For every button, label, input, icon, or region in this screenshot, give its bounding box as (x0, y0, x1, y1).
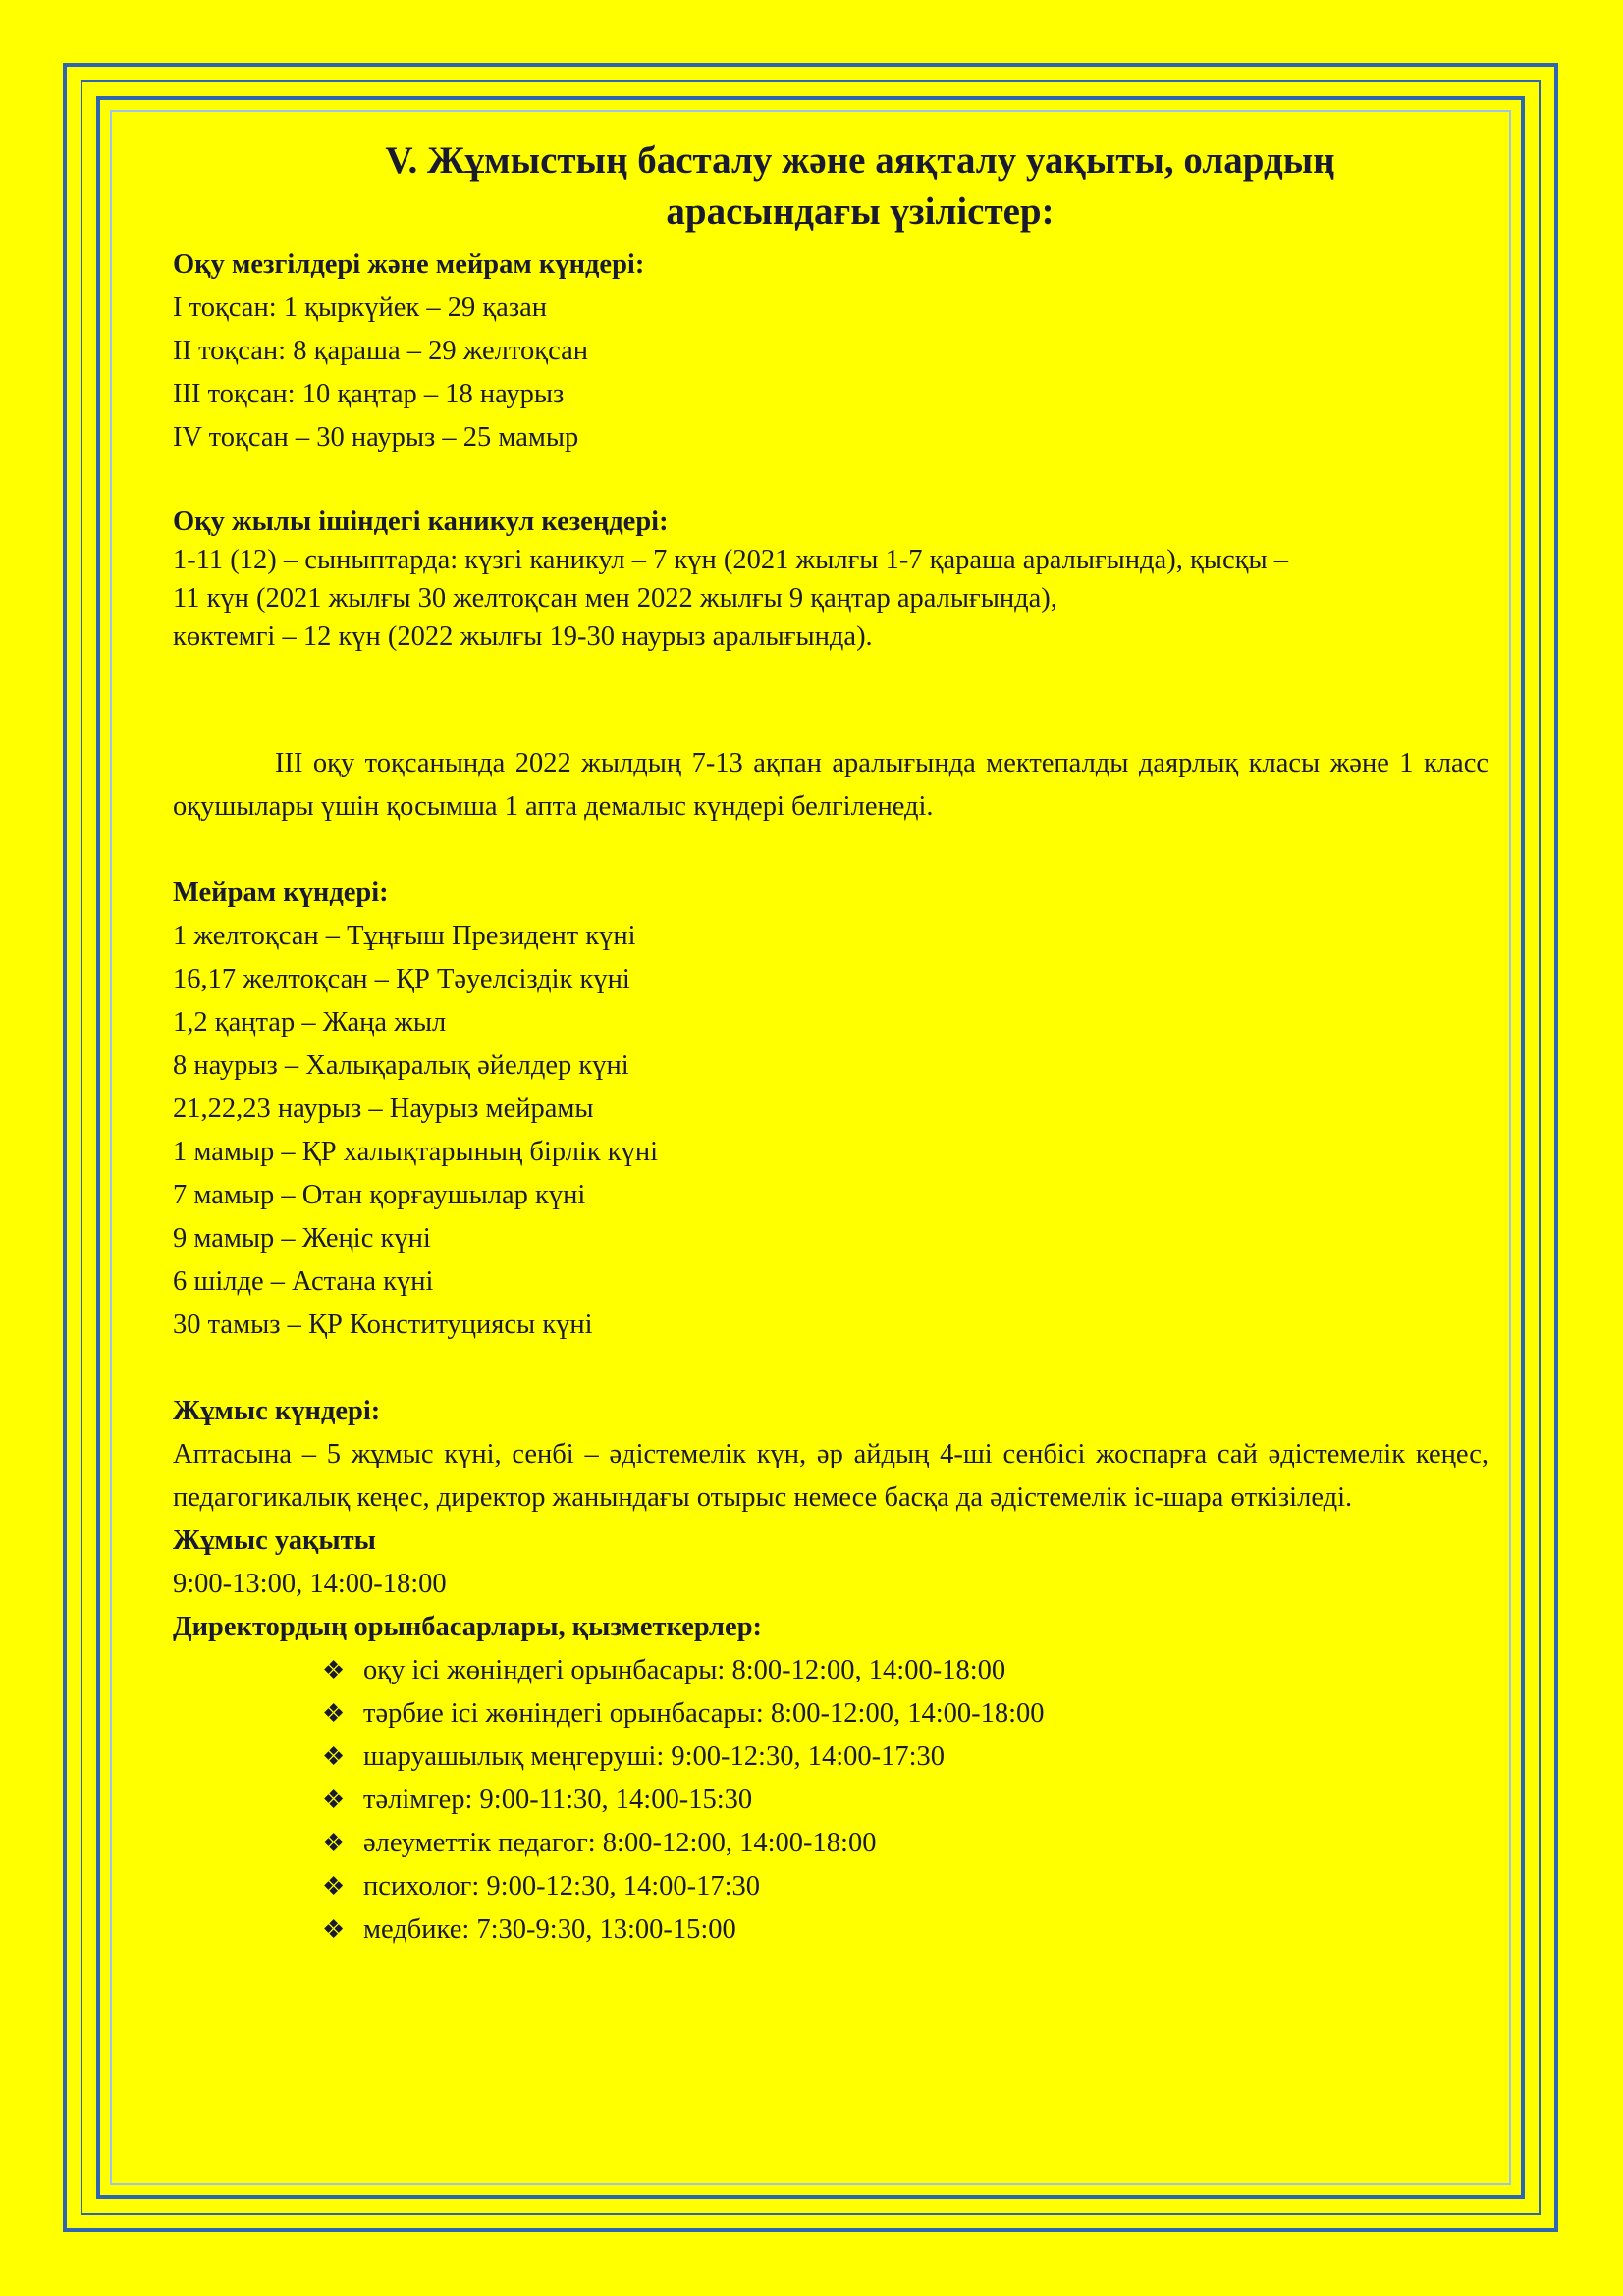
title-line-1: V. Жұмыстың басталу және аяқталу уақыты, олардың (385, 139, 1335, 182)
title-line-2: арасындағы үзілістер: (666, 190, 1055, 233)
staff-item-text: оқу ісі жөніндегі орынбасары: 8:00-12:00, 14:00-18:00 (363, 1655, 1006, 1685)
vacation-line: 11 күн (2021 жылғы 30 желтоқсан мен 2022 жылғы 9 қаңтар аралығында), (173, 583, 1057, 614)
holiday-item: 9 мамыр – Жеңіс күні (173, 1223, 431, 1254)
vacation-line: 1-11 (12) – сыныптарда: күзгі каникул – 7 күн (2021 жылғы 1-7 қараша аралығында), қысқы – (173, 545, 1288, 575)
staff-item (322, 1865, 1488, 1908)
workdays-heading: Жұмыс күндері: (173, 1396, 381, 1426)
term-item: IV тоқсан – 30 наурыз – 25 мамыр (173, 422, 579, 453)
term-item: III тоқсан: 10 қаңтар – 18 наурыз (173, 379, 565, 409)
diamond-bullet-icon: ❖ (322, 1656, 346, 1684)
diamond-bullet-icon: ❖ (322, 1872, 346, 1900)
holiday-item: 1 желтоқсан – Тұңғыш Президент күні (173, 921, 636, 951)
staff-item-text: психолог: 9:00-12:30, 14:00-17:30 (363, 1871, 761, 1901)
vacation-line: көктемгі – 12 күн (2022 жылғы 19-30 наурыз аралығында). (173, 621, 873, 652)
staff-section (173, 1606, 1488, 1951)
holiday-item: 8 наурыз – Халықаралық әйелдер күні (173, 1050, 629, 1081)
staff-item (322, 1779, 1488, 1822)
holiday-item: 16,17 желтоқсан – ҚР Тәуелсіздік күні (173, 964, 630, 994)
staff-item-text: шаруашылық меңгеруші: 9:00-12:30, 14:00-17:30 (363, 1741, 946, 1772)
holiday-item: 1 мамыр – ҚР халықтарының бірлік күні (173, 1137, 659, 1167)
extra-vacation-note: III оқу тоқсанында 2022 жылдың 7-13 ақпан аралығында мектепалды даярлық класы және 1 класс оқушылары үшін қосымша 1 апта демалыс күндері белгіленеді. (173, 748, 1488, 822)
terms-heading: Оқу мезгілдері және мейрам күндері: (173, 249, 645, 280)
diamond-bullet-icon: ❖ (322, 1915, 346, 1944)
page-title (173, 135, 1488, 238)
diamond-bullet-icon: ❖ (322, 1786, 346, 1814)
vacation-periods-section (173, 503, 1488, 656)
diamond-bullet-icon: ❖ (322, 1699, 346, 1728)
diamond-bullet-icon: ❖ (322, 1742, 346, 1771)
holiday-item: 30 тамыз – ҚР Конституциясы күні (173, 1309, 593, 1340)
holidays-heading: Мейрам күндері: (173, 878, 389, 908)
worktime-section (173, 1520, 1488, 1606)
vacation-periods-heading: Оқу жылы ішіндегі каникул кезеңдері: (173, 507, 669, 537)
staff-item (322, 1735, 1488, 1779)
diamond-bullet-icon: ❖ (322, 1829, 346, 1857)
document-body (173, 135, 1488, 1951)
holiday-item: 21,22,23 наурыз – Наурыз мейрамы (173, 1094, 594, 1124)
staff-list (173, 1649, 1488, 1951)
holiday-item: 7 мамыр – Отан қорғаушылар күні (173, 1180, 586, 1210)
staff-item (322, 1692, 1488, 1735)
holiday-item: 6 шілде – Астана күні (173, 1266, 434, 1297)
worktime-value: 9:00-13:00, 14:00-18:00 (173, 1569, 447, 1599)
staff-item-text: медбике: 7:30-9:30, 13:00-15:00 (363, 1914, 736, 1945)
worktime-heading: Жұмыс уақыты (173, 1525, 376, 1556)
term-item: I тоқсан: 1 қыркүйек – 29 қазан (173, 293, 547, 323)
staff-item-text: әлеуметтік педагог: 8:00-12:00, 14:00-18:00 (363, 1828, 877, 1858)
term-item: II тоқсан: 8 қараша – 29 желтоқсан (173, 336, 588, 366)
workdays-section (173, 1390, 1488, 1520)
staff-item-text: тәлімгер: 9:00-11:30, 14:00-15:30 (363, 1785, 753, 1815)
staff-item-text: тәрбие ісі жөніндегі орынбасары: 8:00-12:00, 14:00-18:00 (363, 1698, 1045, 1729)
workdays-text: Аптасына – 5 жұмыс күні, сенбі – әдістемелік күн, әр айдың 4-ші сенбісі жоспарға сай әдістемелік кеңес, педагогикалық кеңес, директор жанындағы отырыс немесе басқа да әдістемелік іс-шара өткізіледі. (173, 1439, 1488, 1513)
holiday-item: 1,2 қаңтар – Жаңа жыл (173, 1007, 447, 1038)
staff-heading: Директордың орынбасарлары, қызметкерлер: (173, 1612, 763, 1642)
staff-item (322, 1822, 1488, 1865)
holidays-section (173, 872, 1488, 1347)
terms-section (173, 243, 1488, 459)
staff-item (322, 1649, 1488, 1692)
staff-item (322, 1908, 1488, 1951)
